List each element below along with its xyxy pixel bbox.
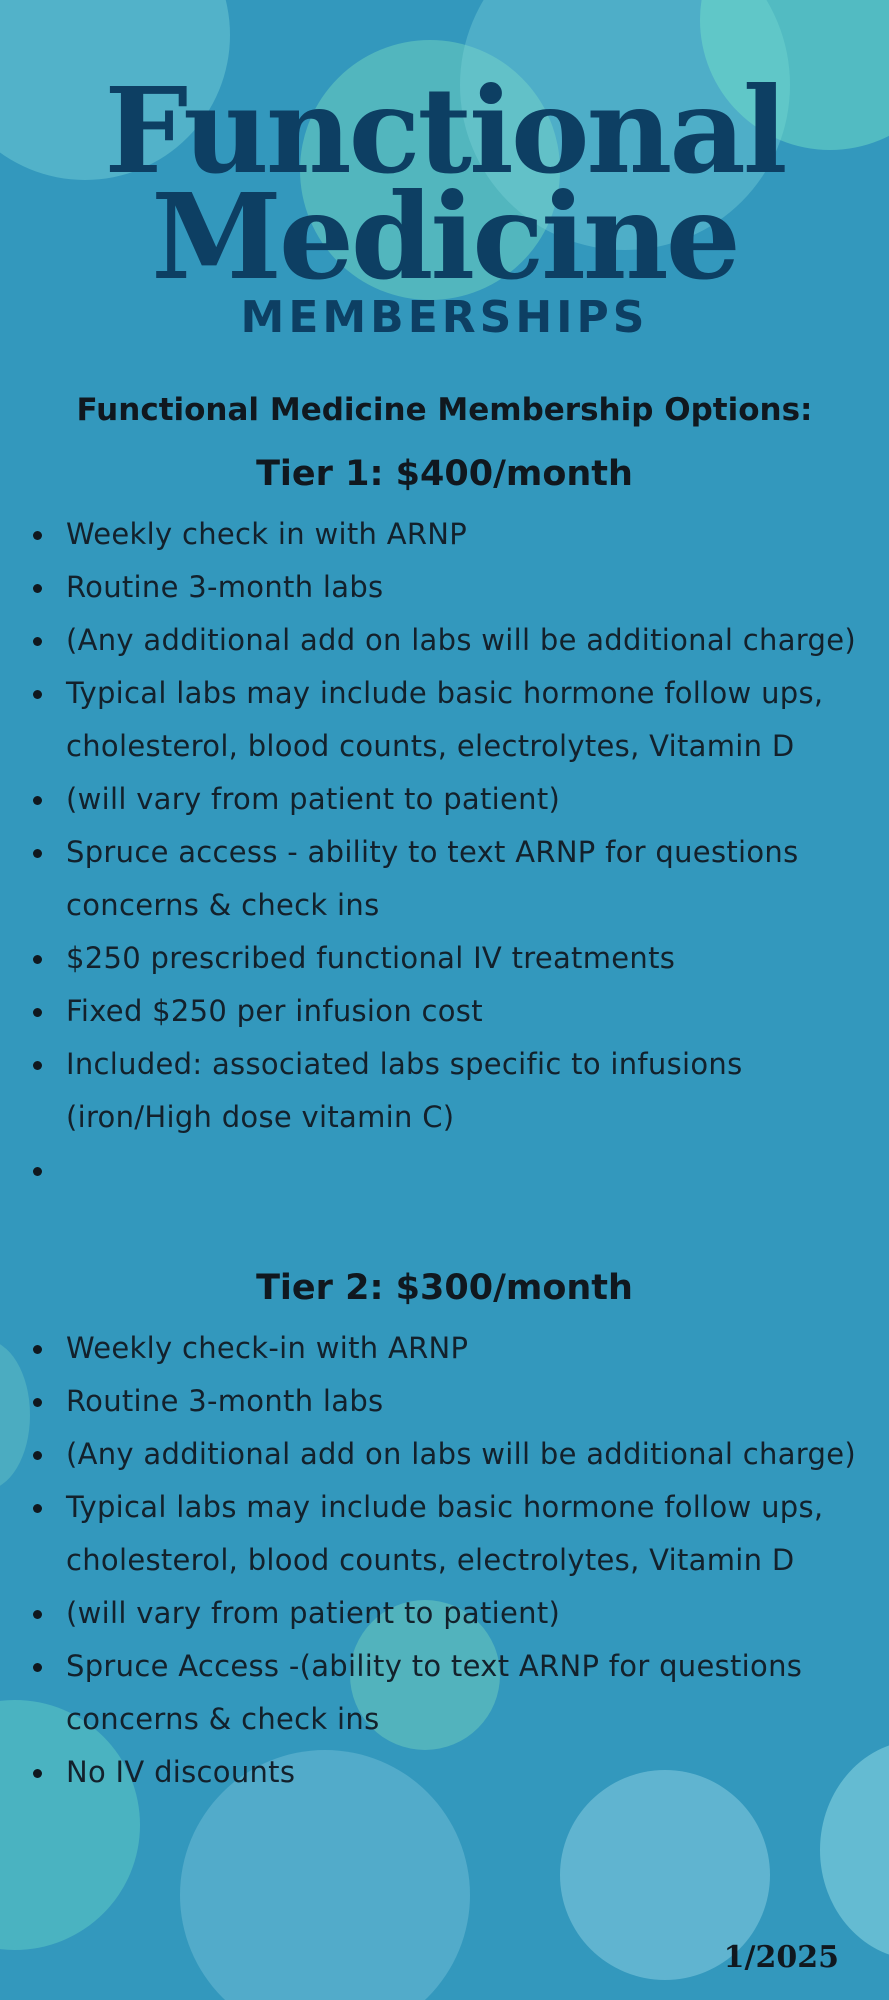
- list-item: Spruce Access -(ability to text ARNP for questions concerns & check ins: [0, 1640, 889, 1746]
- list-item: No IV discounts: [0, 1746, 889, 1799]
- tier2-list: [0, 1322, 889, 1799]
- list-item: (Any additional add on labs will be additional charge): [0, 1428, 889, 1481]
- list-item: Routine 3-month labs: [0, 1375, 889, 1428]
- subtitle: MEMBERSHIPS: [240, 292, 649, 343]
- list-item: (will vary from patient to patient): [0, 773, 889, 826]
- list-item: Weekly check-in with ARNP: [0, 1322, 889, 1375]
- list-item: Included: associated labs specific to infusions (iron/High dose vitamin C): [0, 1038, 889, 1144]
- list-item: Spruce access - ability to text ARNP for questions concerns & check ins: [0, 826, 889, 932]
- list-item: (Any additional add on labs will be additional charge): [0, 614, 889, 667]
- footer-date: 1/2025: [723, 1940, 839, 1975]
- title-line-2: Medicine: [151, 167, 738, 306]
- tier1-heading: Tier 1: $400/month: [256, 454, 633, 494]
- list-item: Fixed $250 per infusion cost: [0, 985, 889, 1038]
- list-item-empty: [0, 1144, 889, 1197]
- list-item: Typical labs may include basic hormone follow ups, cholesterol, blood counts, electrolytes, Vitamin D: [0, 667, 889, 773]
- tier1-list: [0, 508, 889, 1197]
- list-item: Routine 3-month labs: [0, 561, 889, 614]
- tier2-heading: Tier 2: $300/month: [256, 1268, 633, 1308]
- list-item: $250 prescribed functional IV treatments: [0, 932, 889, 985]
- list-item: (will vary from patient to patient): [0, 1587, 889, 1640]
- options-heading: Functional Medicine Membership Options:: [76, 392, 813, 428]
- list-item: Typical labs may include basic hormone follow ups, cholesterol, blood counts, electrolytes, Vitamin D: [0, 1481, 889, 1587]
- list-item: Weekly check in with ARNP: [0, 508, 889, 561]
- title-line-1: Functional: [104, 61, 785, 200]
